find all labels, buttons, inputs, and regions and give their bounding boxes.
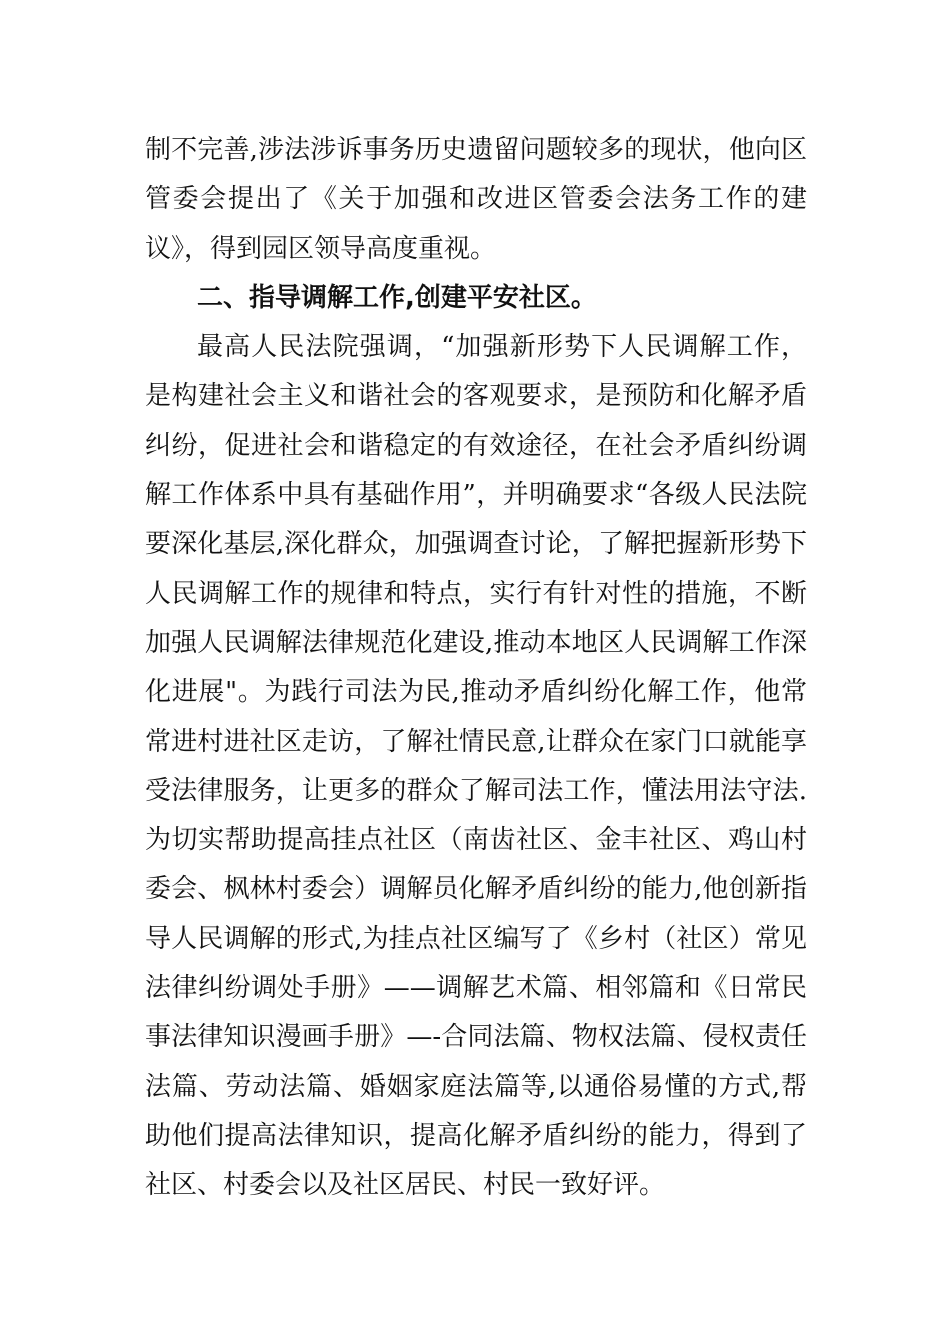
section-heading: 二、指导调解工作,创建平安社区。 — [197, 282, 597, 313]
document-body — [145, 126, 807, 1211]
paragraph-main: 最高人民法院强调，“加强新形势下人民调解工作，是构建社会主义和谐社会的客观要求，是预防和化解矛盾纠纷，促进社会和谐稳定的有效途径，在社会矛盾纠纷调解工作体系中具有基础作用”，并明确要求“各级人民法院要深化基层,深化群众，加强调查讨论，了解把握新形势下人民调解工作的规律和特点，实行有针对性的措施，不断加强人民调解法律规范化建设,推动本地区人民调解工作深化进展"。为践行司法为民,推动矛盾纠纷化解工作，他常常进村进社区走访，了解社情民意,让群众在家门口就能享受法律服务，让更多的群众了解司法工作，懂法用法守法.为切实帮助提高挂点社区（南齿社区、金丰社区、鸡山村委会、枫林村委会）调解员化解矛盾纠纷的能力,他创新指导人民调解的形式,为挂点社区编写了《乡村（社区）常见法律纠纷调处手册》——调解艺术篇、相邻篇和《日常民事法律知识漫画手册》—-合同法篇、物权法篇、侵权责任法篇、劳动法篇、婚姻家庭法篇等,以通俗易懂的方式,帮助他们提高法律知识，提高化解矛盾纠纷的能力，得到了社区、村委会以及社区居民、村民一致好评。 — [145, 332, 807, 1201]
paragraph-continued: 制不完善,涉法涉诉事务历史遗留问题较多的现状，他向区管委会提出了《关于加强和改进区管委会法务工作的建议》，得到园区领导高度重视。 — [145, 135, 807, 264]
